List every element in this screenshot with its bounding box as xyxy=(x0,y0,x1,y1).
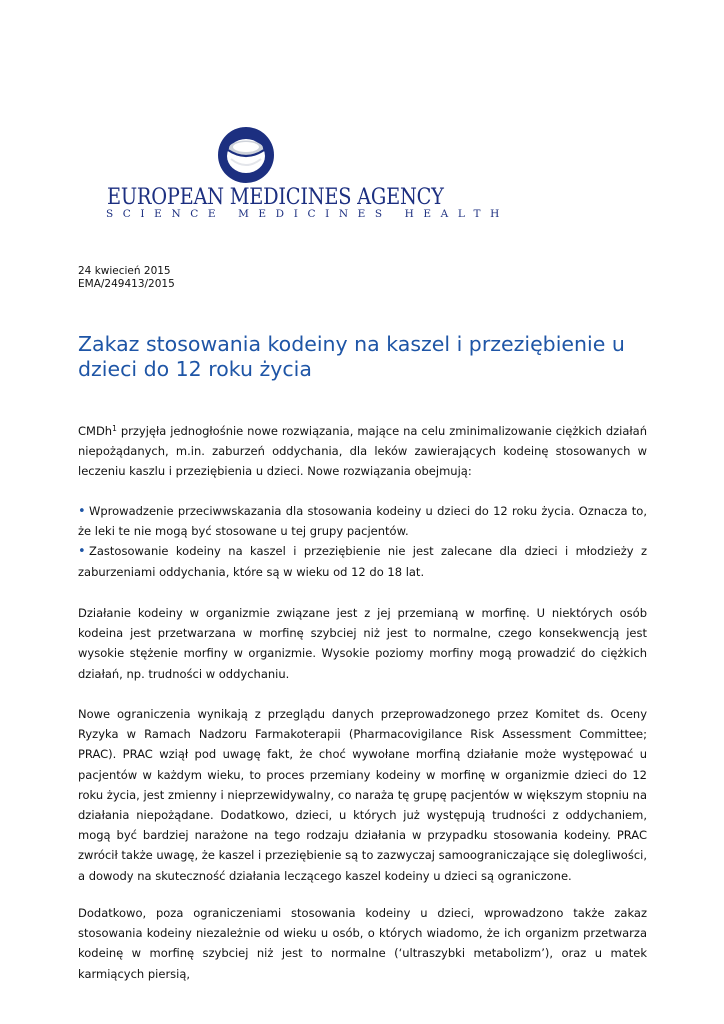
agency-tagline: SCIENCE MEDICINES HEALTH xyxy=(106,208,509,220)
paragraph-additional xyxy=(78,903,647,984)
intro-paragraph xyxy=(78,421,647,482)
list-item xyxy=(78,501,647,541)
intro-text: przyjęła jednogłośnie nowe rozwiązania, mające na celu zminimalizowanie ciężkich działań niepożądanych, m.in. zaburzeń oddychania, dla leków zawierających kodeinę stosowanych w leczeniu kaszlu i przeziębienia u dzieci. Nowe rozwiązania obejmują: xyxy=(78,424,647,479)
paragraph-text: Działanie kodeiny w organizmie związane jest z jej przemianą w morfinę. U niektórych osób kodeina jest przetwarzana w morfinę szybciej niż jest to normalne, czego konsekwencją jest wysokie stężenie morfiny w organizmie. Wysokie poziomy morfiny mogą prowadzić do ciężkich działań, np. trudności w oddychaniu. xyxy=(78,606,647,681)
document-title: Zakaz stosowania kodeiny na kaszel i przeziębienie u dzieci do 12 roku życia xyxy=(78,332,625,381)
document-date: 24 kwiecień 2015 xyxy=(78,265,171,277)
paragraph-morphine xyxy=(78,603,647,684)
document-meta xyxy=(78,265,175,291)
paragraph-text: Dodatkowo, poza ograniczeniami stosowania kodeiny u dzieci, wprowadzono także zakaz stosowania kodeiny niezależnie od wieku u osób, o których wiadomo, że ich organizm przetwarza kodeinę w morfinę szybciej niż jest to normalne (‘ultraszybki metabolizm’), oraz u matek karmiących piersią, xyxy=(78,906,647,981)
list-item xyxy=(78,541,647,581)
bullet-icon: • xyxy=(78,544,86,560)
document-reference: EMA/249413/2015 xyxy=(78,278,175,290)
paragraph-prac xyxy=(78,704,647,886)
ema-logo-icon xyxy=(217,126,275,184)
bullet-icon: • xyxy=(78,504,86,519)
bullet-text: Wprowadzenie przeciwwskazania dla stosowania kodeiny u dzieci do 12 roku życia. Oznacza to, że leki te nie mogą być stosowane u tej grupy pacjentów. xyxy=(78,504,647,539)
agency-name: EUROPEAN MEDICINES AGENCY xyxy=(107,184,444,210)
bullet-list xyxy=(78,501,647,582)
footnote-mark[interactable]: 1 xyxy=(112,424,117,433)
paragraph-text: Nowe ograniczenia wynikają z przeglądu danych przeprowadzonego przez Komitet ds. Oceny Ryzyka w Ramach Nadzoru Farmakoterapii (Pharmacovigilance Risk Assessment Committee; PRAC). PRAC wziął pod uwagę fakt, że choć wywołane morfiną działanie może występować u pacjentów w każdym wieku, to proces przemiany kodeiny w morfinę w organizmie dzieci do 12 roku życia, jest zmienny i nieprzewidywalny, co naraża tę grupę pacjentów w większym stopniu na działania niepożądane. Dodatkowo, dzieci, u których już występują trudności z oddychaniem, mogą być bardziej narażone na tego rodzaju działania w przypadku stosowania kodeiny. PRAC zwrócił także uwagę, że kaszel i przeziębienie są to zazwyczaj samoograniczające się dolegliwości, a dowody na skuteczność działania leczącego kaszel kodeiny u dzieci są ograniczone. xyxy=(78,707,647,883)
bullet-text: Zastosowanie kodeiny na kaszel i przeziębienie nie jest zalecane dla dzieci i młodzieży z zaburzeniami oddychania, które są w wieku od 12 do 18 lat. xyxy=(78,544,647,579)
cmdh-term: CMDh xyxy=(78,424,113,438)
